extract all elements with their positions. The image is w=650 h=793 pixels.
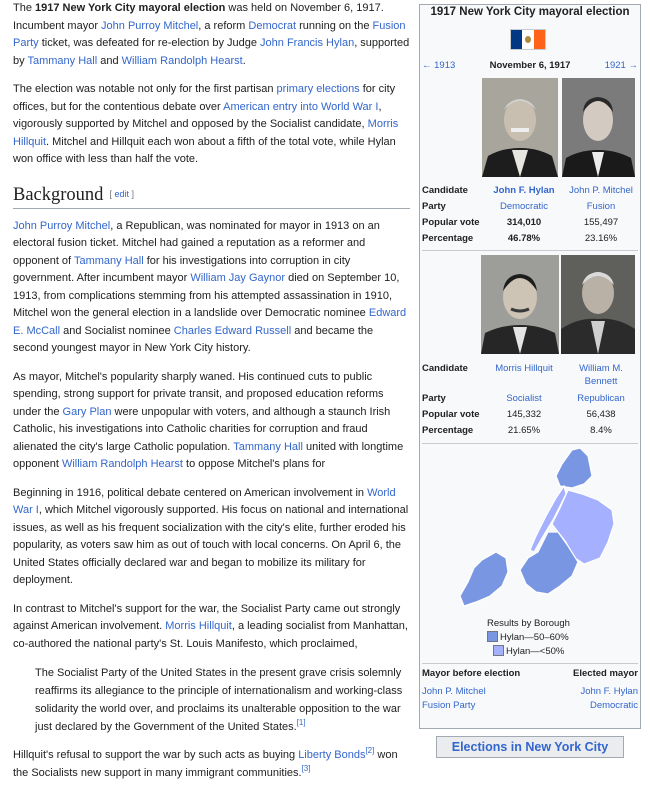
candidate-color-bar [561, 355, 635, 358]
label-party: Party [422, 201, 446, 212]
reference-link[interactable]: [3] [301, 763, 311, 773]
label-mayor-before: Mayor before election [422, 668, 521, 679]
candidate-color-bar [481, 355, 559, 358]
intro-paragraph-1 [13, 0, 410, 70]
election-date: November 6, 1917 [489, 59, 571, 71]
text: , a Republican, was nominated for mayor in 1913 on an electoral fusion ticket. Mitchel had gained a reputation as a reformer and opponent of [13, 219, 380, 267]
text: , vigorously supported by Mitchel and opposed by the Socialist candidate, [13, 100, 382, 130]
text: was held on November 6, 1917. Incumbent mayor [13, 2, 384, 32]
text: . Mitchel and Hillquit each won about a fifth of the total vote, while Hylan won office with less than half the vote. [13, 135, 396, 165]
text: Beginning in 1916, political debate centered on American involvement in [13, 486, 368, 499]
borough-bronx[interactable] [556, 448, 592, 488]
blockquote [35, 664, 406, 736]
section-heading-background [13, 183, 410, 209]
link-edward-e-mccall[interactable]: Edward E. McCall [13, 307, 407, 337]
reference-link[interactable]: [2] [365, 746, 375, 755]
link-tammany-hall[interactable]: Tammany Hall [73, 254, 144, 267]
next-election-link[interactable]: 1921 → [604, 59, 638, 71]
text: running on the [296, 19, 373, 32]
text: In contrast to Mitchel's support for the war, the Socialist Party came out strongly against American involvement. [13, 602, 401, 632]
link-john-purroy-mitchel[interactable]: John Purroy Mitchel [101, 19, 199, 32]
candidate-name-hillquit[interactable]: Morris Hillquit [495, 363, 553, 374]
legend-swatch [493, 645, 504, 656]
legend-label: Hylan—<50% [506, 646, 565, 657]
label-popular-vote: Popular vote [422, 217, 480, 228]
elected-mayor-party-link[interactable]: Democratic [589, 700, 638, 711]
background-paragraph-4 [13, 601, 410, 654]
label-candidate: Candidate [422, 363, 468, 374]
borough-staten-island[interactable] [460, 552, 508, 606]
heading-text: Background [13, 184, 104, 205]
pct-mitchel: 23.16% [584, 233, 618, 244]
edit-section [109, 189, 134, 199]
link-fusion-party[interactable]: Fusion Party [13, 19, 406, 49]
borough-results-map [422, 446, 638, 614]
text: , a reform [198, 19, 249, 32]
votes-bennett: 56,438 [586, 409, 616, 420]
reference-link[interactable]: [1] [296, 718, 306, 727]
legend-item [493, 645, 570, 659]
text: and became the second youngest mayor in New York City history. [13, 324, 374, 354]
text: , supported by [13, 37, 410, 67]
text: The [13, 2, 36, 14]
text: for his investigations into corruption in city government. After incumbent mayor [13, 254, 351, 284]
pct-bennett: 8.4% [590, 425, 612, 436]
flag-stripe-blue [511, 30, 522, 49]
label-elected-mayor: Elected mayor [573, 668, 638, 679]
link-morris-hillquit[interactable]: Morris Hillquit [165, 620, 232, 632]
party-socialist[interactable]: Socialist [506, 393, 542, 404]
link-liberty-bonds[interactable]: Liberty Bonds [298, 749, 366, 761]
text: The election was notable not only for the first partisan [13, 83, 277, 95]
quote-text: The Socialist Party of the United States in the present grave crisis solemnly reaffirms its allegiance to the principle of internationalism and working-class solidarity the world over, and proclaims its unalterable opposition to the war just declared by the Government of the United States. [35, 667, 403, 733]
link-william-randolph-hearst[interactable]: William Randolph Hearst [121, 54, 243, 67]
label-candidate: Candidate [422, 185, 468, 196]
legend-label: Hylan—50–60% [500, 632, 569, 643]
text: and Socialist nominee [60, 324, 174, 337]
link-william-jay-gaynor[interactable]: William Jay Gaynor [190, 272, 286, 284]
navbox-elections-nyc[interactable]: Elections in New York City [436, 736, 624, 758]
article-body [13, 0, 410, 793]
label-percentage: Percentage [422, 233, 474, 244]
text: , a leading socialist from Manhattan, co-authored the national party's St. Louis Manifesto, which proclaimed, [13, 620, 408, 650]
candidate-name-mitchel[interactable]: John P. Mitchel [569, 185, 633, 196]
text: , which Mitchel vigorously supported. His focus on national and international issues, as well as his frequent socialization with the city's elite, further eroded his popularity, as voters saw him as out of touch with local concerns. On April 6, the United States officially declared war and began to mobilize its military for deployment. [13, 504, 409, 586]
label-percentage: Percentage [422, 425, 474, 436]
link-tammany-hall[interactable]: Tammany Hall [233, 440, 303, 453]
nyc-flag [510, 29, 546, 50]
link-american-entry-wwi[interactable]: American entry into World War I [223, 100, 379, 113]
divider [422, 443, 638, 444]
infobox-title: 1917 New York City mayoral election [430, 6, 630, 18]
text: united with longtime opponent [13, 440, 404, 470]
election-title-bold: 1917 New York City mayoral election [35, 2, 226, 14]
divider [422, 663, 638, 664]
pct-hylan: 46.78% [507, 233, 541, 244]
text: won the Socialists new support in many immigrant communities. [13, 749, 398, 779]
candidate-name-bennett[interactable]: William M. Bennett [579, 363, 623, 387]
party-democratic[interactable]: Democratic [499, 201, 549, 212]
text: As mayor, Mitchel's popularity sharply waned. His continued cuts to public spending, strong support for private transit, and proposed education reforms under the [13, 370, 384, 418]
votes-hylan: 314,010 [506, 217, 542, 228]
text: Hillquit's refusal to support the war by such acts as buying [13, 749, 299, 761]
candidate-name-hylan[interactable]: John F. Hylan [493, 185, 555, 196]
candidate-color-bar [562, 178, 635, 181]
edit-bracket: [ [109, 188, 115, 199]
votes-mitchel: 155,497 [583, 217, 619, 228]
link-gary-plan[interactable]: Gary Plan [62, 405, 112, 418]
link-tammany-hall[interactable]: Tammany Hall [27, 54, 98, 67]
election-navigation [422, 58, 638, 72]
label-party: Party [422, 393, 446, 404]
map-legend [487, 617, 570, 659]
link-john-purroy-mitchel[interactable]: John Purroy Mitchel [13, 219, 111, 232]
text: ticket, was defeated for re-election by Judge [38, 37, 261, 49]
background-paragraph-5 [13, 747, 410, 782]
flag-stripe-orange [534, 30, 545, 49]
label-popular-vote: Popular vote [422, 409, 480, 420]
mayor-before-link[interactable]: John P. Mitchel [422, 686, 486, 697]
photo-hillquit[interactable] [481, 255, 559, 354]
background-paragraph-2 [13, 369, 410, 474]
mayor-before-party-link[interactable]: Fusion Party [422, 700, 476, 711]
text: died on September 10, 1913, from complications stemming from his attempted assassination in 1910, Mitchel won the general election in a landslide over Democratic nominee [13, 272, 400, 319]
candidate-color-bar [482, 178, 558, 181]
edit-bracket: ] [128, 188, 134, 199]
link-william-randolph-hearst[interactable]: William Randolph Hearst [61, 458, 183, 470]
legend-item [487, 631, 570, 645]
text: were unpopular with voters, and although a staunch Irish Catholic, his investigations into Catholic charities for corruption and fraud alienated the city's large Catholic population. [13, 405, 391, 453]
legend-title: Results by Borough [487, 618, 570, 629]
legend-swatch [487, 631, 498, 642]
background-paragraph-1 [13, 218, 410, 358]
edit-link[interactable]: edit [114, 188, 129, 199]
text: for city offices, but for the contentious debate over [13, 83, 396, 113]
photo-mitchel[interactable] [562, 78, 635, 177]
text: and [97, 54, 122, 67]
intro-paragraph-2 [13, 81, 410, 169]
pct-hillquit: 21.65% [507, 425, 541, 436]
party-fusion[interactable]: Fusion [586, 201, 616, 212]
background-paragraph-3 [13, 485, 410, 590]
link-morris-hillquit[interactable]: Morris Hillquit [13, 118, 399, 148]
link-john-francis-hylan[interactable]: John Francis Hylan [260, 37, 355, 49]
divider [422, 250, 638, 251]
text: . [242, 54, 246, 67]
link-charles-edward-russell[interactable]: Charles Edward Russell [173, 324, 292, 337]
photo-bennett[interactable] [561, 255, 635, 354]
previous-election-link[interactable]: ← 1913 [422, 59, 456, 71]
party-republican[interactable]: Republican [577, 393, 625, 404]
elected-mayor-link[interactable]: John F. Hylan [580, 686, 638, 697]
photo-hylan[interactable] [482, 78, 558, 177]
link-primary-elections[interactable]: primary elections [276, 83, 360, 95]
votes-hillquit: 145,332 [506, 409, 542, 420]
link-democrat[interactable]: Democrat [248, 19, 297, 32]
text: to oppose Mitchel's plans for [182, 458, 326, 470]
flag-stripe-white [522, 30, 533, 49]
link-world-war-i[interactable]: World War I [13, 486, 396, 516]
